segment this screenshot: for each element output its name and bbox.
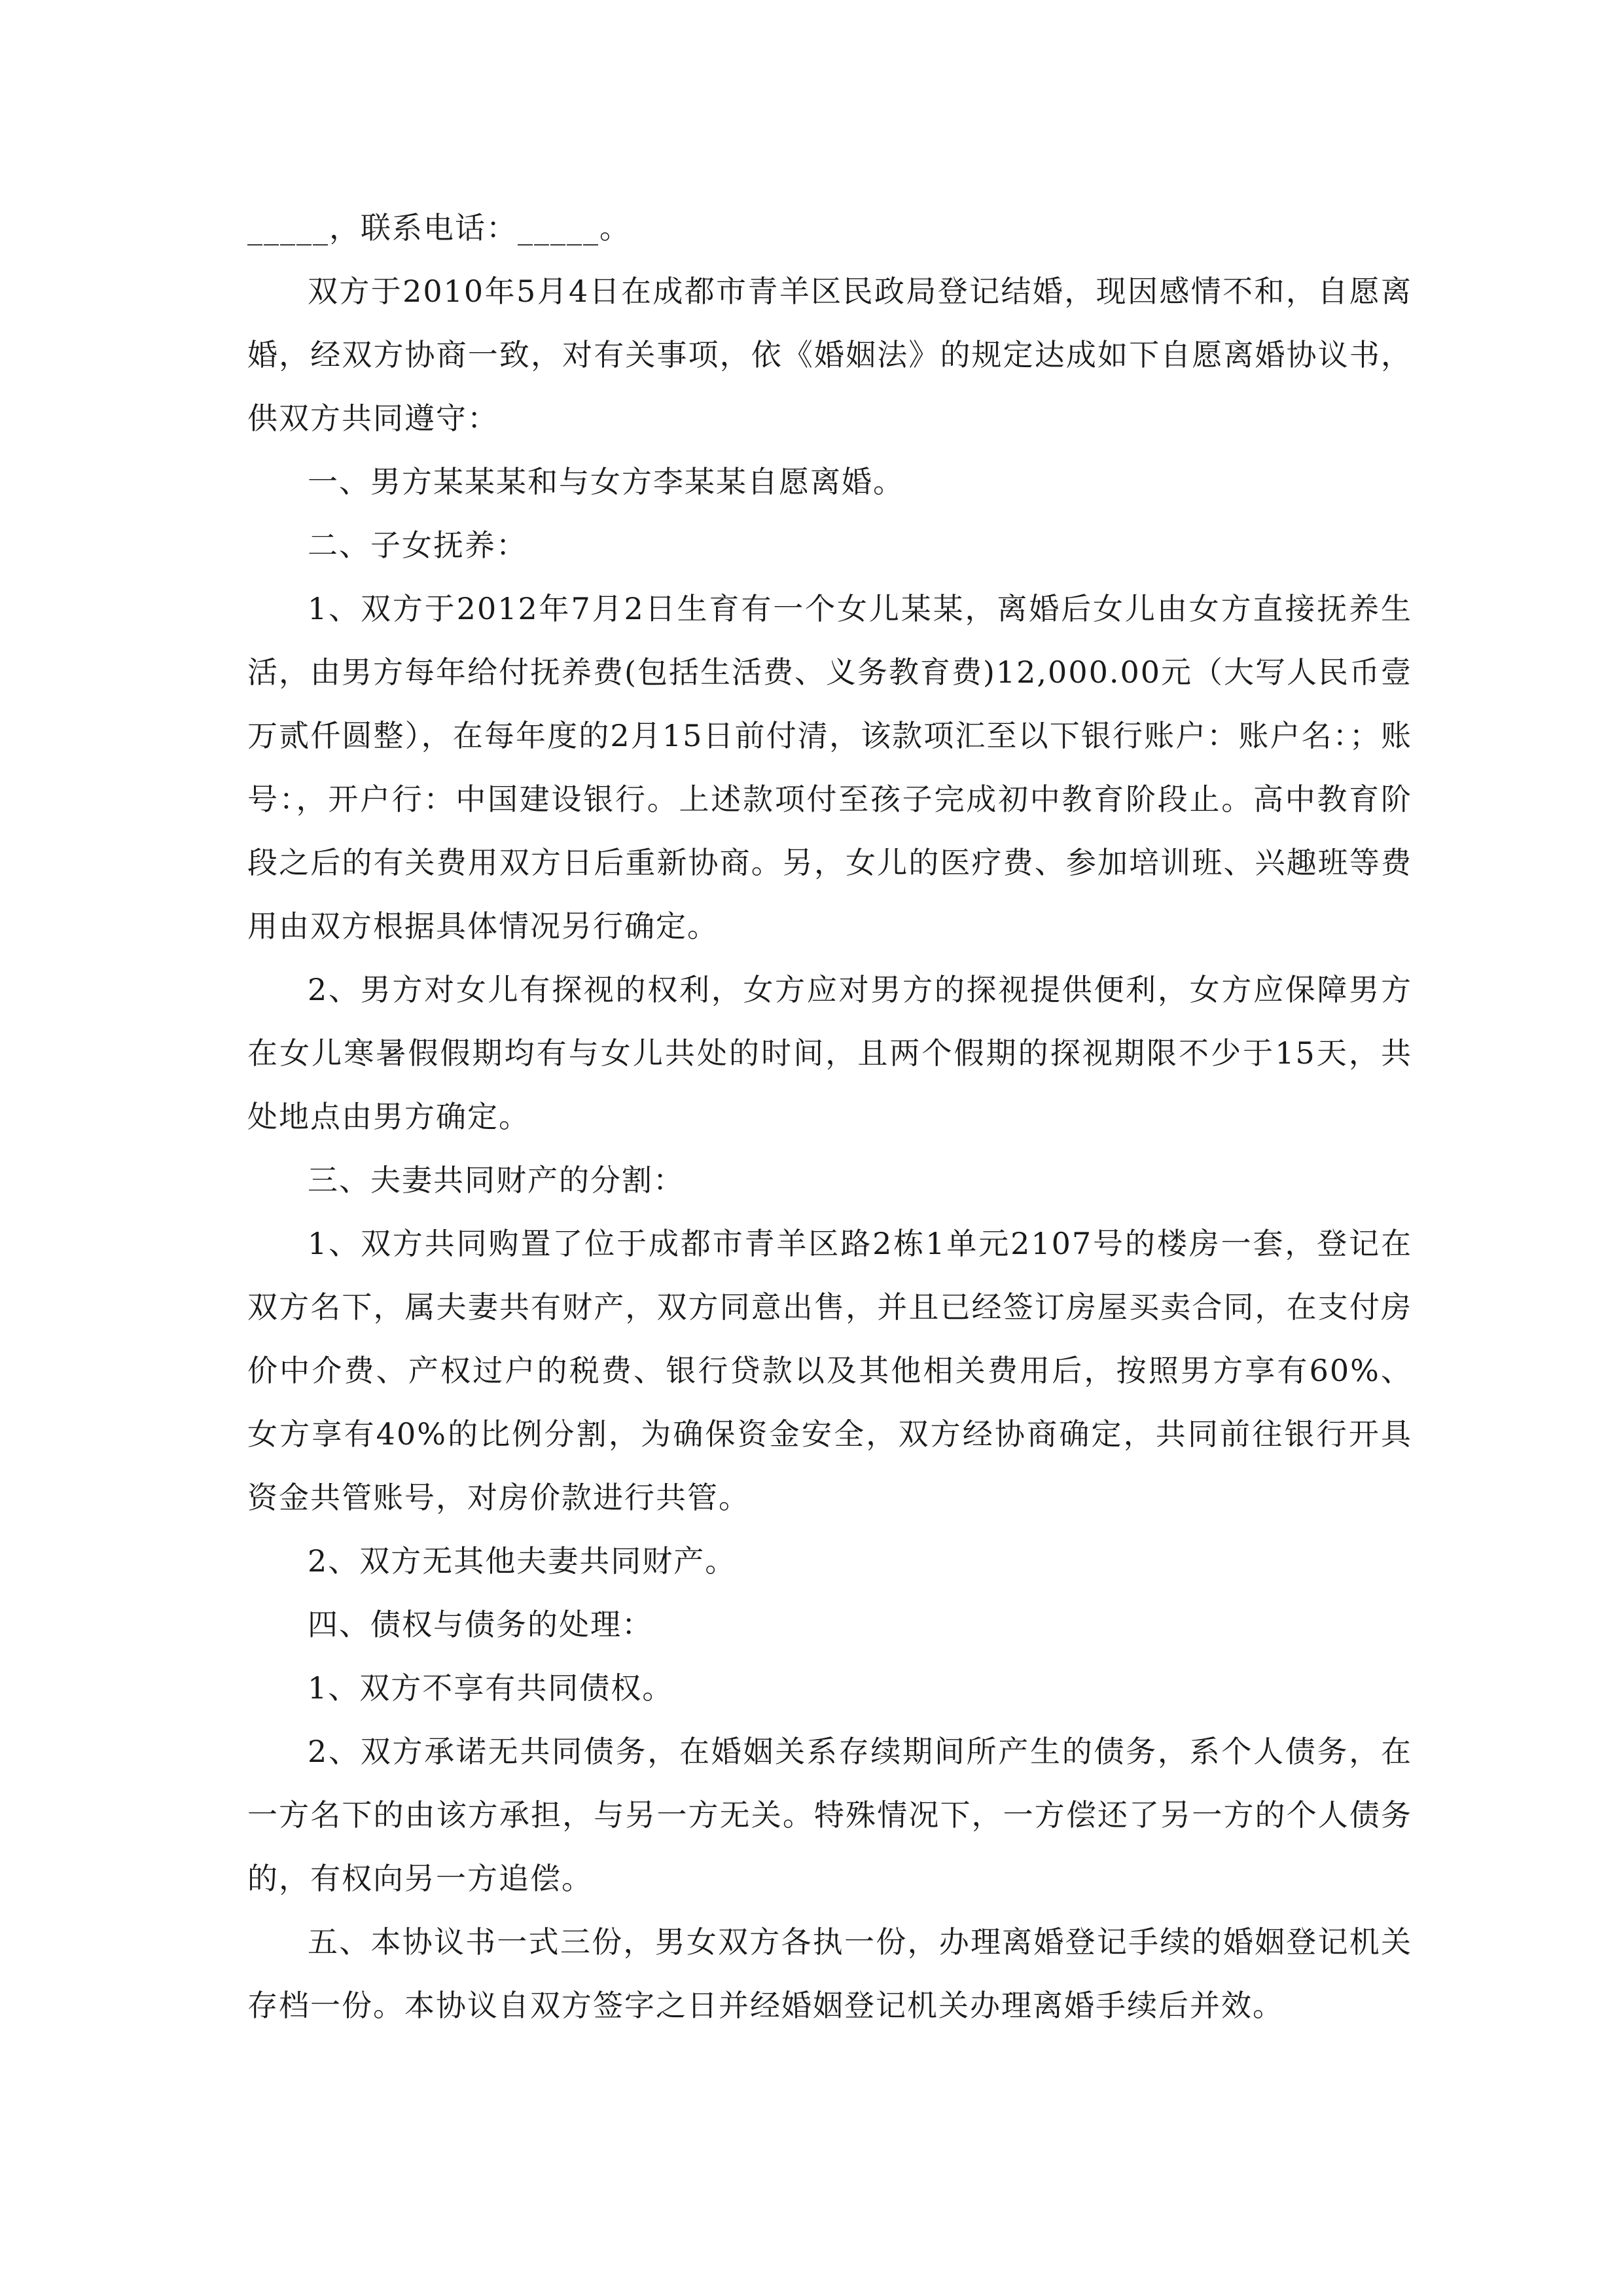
paragraph-clause-1: 一、男方某某某和与女方李某某自愿离婚。 xyxy=(308,464,904,499)
paragraph-preamble: 双方于2010年5月4日在成都市青羊区民政局登记结婚，现因感情不和，自愿离婚，经双方协商一致，对有关事项，依《婚姻法》的规定达成如下自愿离婚协议书，供双方共同遵守： xyxy=(247,274,1412,436)
paragraph-debts-1: 1、双方不享有共同债权。 xyxy=(308,1670,674,1706)
contact-line xyxy=(247,196,1412,260)
paragraph-custody-1: 1、双方于2012年7月2日生育有一个女儿某某，离婚后女儿由女方直接抚养生活，由男方每年给付抚养费(包括生活费、义务教育费)12,000.00元（大写人民币壹万贰仟圆整），在每年度的2月15日前付清，该款项汇至以下银行账户：账户名：；账号：，开户行：中国建设银行。上述款项付至孩子完成初中教育阶段止。高中教育阶段之后的有关费用双方日后重新协商。另，女儿的医疗费、参加培训班、兴趣班等费用由双方根据具体情况另行确定。 xyxy=(247,591,1413,944)
paragraph-heading-debts: 四、债权与债务的处理： xyxy=(308,1607,653,1642)
blank-suffix: _____ xyxy=(518,210,599,245)
paragraph-debts-2: 2、双方承诺无共同债务，在婚姻关系存续期间所产生的债务，系个人债务，在一方名下的由该方承担，与另一方无关。特殊情况下，一方偿还了另一方的个人债务的，有权向另一方追偿。 xyxy=(247,1734,1412,1896)
paragraph-heading-property: 三、夫妻共同财产的分割： xyxy=(308,1162,685,1198)
document-page xyxy=(247,196,1412,2037)
paragraph-clause-5: 五、本协议书一式三份，男女双方各执一份，办理离婚登记手续的婚姻登记机关存档一份。本协议自双方签字之日并经婚姻登记机关办理离婚手续后并效。 xyxy=(247,1924,1412,2023)
paragraph-property-1: 1、双方共同购置了位于成都市青羊区路2栋1单元2107号的楼房一套，登记在双方名下，属夫妻共有财产，双方同意出售，并且已经签订房屋买卖合同，在支付房价中介费、产权过户的税费、银行贷款以及其他相关费用后，按照男方享有60%、女方享有40%的比例分割，为确保资金安全，双方经协商确定，共同前往银行开具资金共管账号，对房价款进行共管。 xyxy=(247,1226,1412,1515)
paragraph-custody-2: 2、男方对女儿有探视的权利，女方应对男方的探视提供便利，女方应保障男方在女儿寒暑假假期均有与女儿共处的时间，且两个假期的探视期限不少于15天，共处地点由男方确定。 xyxy=(247,972,1412,1134)
contact-phone-label: ，联系电话： xyxy=(329,210,518,245)
paragraph-property-2: 2、双方无其他夫妻共同财产。 xyxy=(308,1543,737,1579)
paragraph-heading-custody: 二、子女抚养： xyxy=(308,528,527,563)
blank-prefix: _____ xyxy=(247,210,329,245)
contact-line-end: 。 xyxy=(599,210,631,245)
